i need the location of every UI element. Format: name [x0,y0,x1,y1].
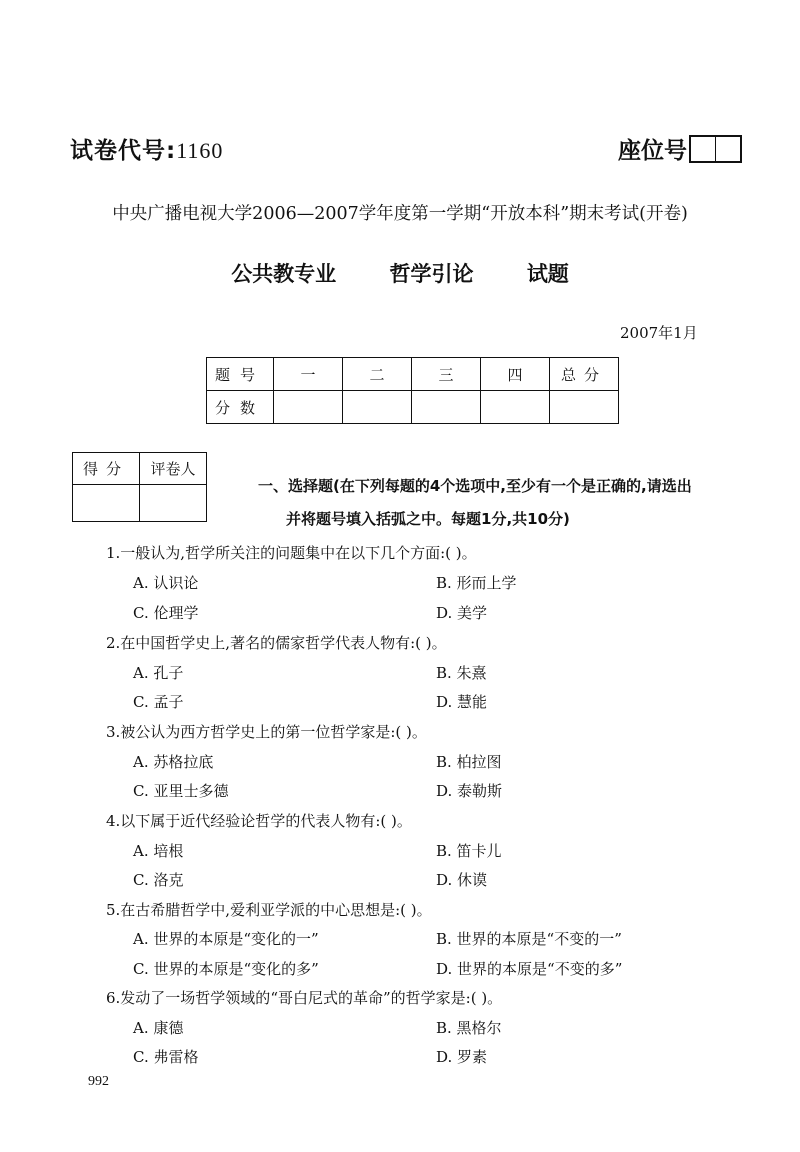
question-6: 6.发动了一场哲学领域的“哥白尼式的革命”的哲学家是:( )。 [106,989,503,1007]
option-d: D. 慧能 [436,693,488,711]
option-c: C. 孟子 [133,693,184,711]
grader-table [72,452,207,522]
option-a: A. 苏格拉底 [133,753,214,771]
score-table-cell: 总分 [550,358,619,391]
score-entry-cell[interactable] [481,391,550,424]
paper-code-label: 试卷代号: [70,138,177,164]
option-a: A. 孔子 [133,664,184,682]
seat-number-box[interactable] [689,135,742,163]
score-table-cell: 分数 [207,391,274,424]
score-table-cell: 一 [274,358,343,391]
grader-table-cell: 得分 [73,453,140,485]
option-b: B. 笛卡儿 [436,842,502,860]
page-number: 992 [88,1074,109,1089]
score-table [206,357,619,424]
option-b: B. 世界的本原是“不变的一” [436,930,622,948]
score-entry-cell[interactable] [343,391,412,424]
subject-type: 试题 [526,262,569,286]
section-heading-cont: 并将题号填入括弧之中。每题1分,共10分) [286,510,570,528]
option-b: B. 柏拉图 [436,753,502,771]
grader-table-cell: 评卷人 [140,453,207,485]
question-3: 3.被公认为西方哲学史上的第一位哲学家是:( )。 [106,723,427,741]
option-b: B. 黑格尔 [436,1019,502,1037]
option-a: A. 认识论 [133,574,199,592]
seat-label: 座位号 [618,138,687,164]
option-b: B. 朱熹 [436,664,487,682]
grader-entry-cell[interactable] [140,485,207,522]
score-table-cell: 二 [343,358,412,391]
option-c: C. 伦理学 [133,604,199,622]
subject-title [0,258,800,288]
option-a: A. 康德 [133,1019,184,1037]
option-d: D. 泰勒斯 [436,782,503,800]
option-b: B. 形而上学 [436,574,517,592]
option-d: D. 美学 [436,604,488,622]
question-5: 5.在古希腊哲学中,爱利亚学派的中心思想是:( )。 [106,901,432,919]
option-d: D. 世界的本原是“不变的多” [436,960,623,978]
score-entry-cell[interactable] [274,391,343,424]
score-entry-cell[interactable] [550,391,619,424]
score-table-cell: 题号 [207,358,274,391]
exam-title: 中央广播电视大学2006—2007学年度第一学期“开放本科”期末考试(开卷) [112,204,688,224]
option-c: C. 洛克 [133,871,184,889]
score-table-cell: 三 [412,358,481,391]
option-a: A. 世界的本原是“变化的一” [133,930,319,948]
score-entry-cell[interactable] [412,391,481,424]
seat-number [618,132,742,165]
grader-entry-cell[interactable] [73,485,140,522]
subject-course: 哲学引论 [389,262,474,286]
option-a: A. 培根 [133,842,184,860]
score-table-score-row [207,391,619,424]
score-table-cell: 四 [481,358,550,391]
option-c: C. 弗雷格 [133,1048,199,1066]
option-c: C. 世界的本原是“变化的多” [133,960,319,978]
question-2: 2.在中国哲学史上,著名的儒家哲学代表人物有:( )。 [106,634,447,652]
subject-major: 公共教专业 [231,262,337,286]
option-d: D. 休谟 [436,871,488,889]
option-d: D. 罗素 [436,1048,488,1066]
paper-code [70,132,223,165]
paper-code-number: 1160 [176,138,224,163]
question-4: 4.以下属于近代经验论哲学的代表人物有:( )。 [106,812,412,830]
option-c: C. 亚里士多德 [133,782,229,800]
question-1: 1.一般认为,哲学所关注的问题集中在以下几个方面:( )。 [106,544,477,562]
score-table-header-row [207,358,619,391]
exam-date: 2007年1月 [620,324,698,342]
section-heading: 一、选择题(在下列每题的4个选项中,至少有一个是正确的,请选出 [258,477,692,495]
